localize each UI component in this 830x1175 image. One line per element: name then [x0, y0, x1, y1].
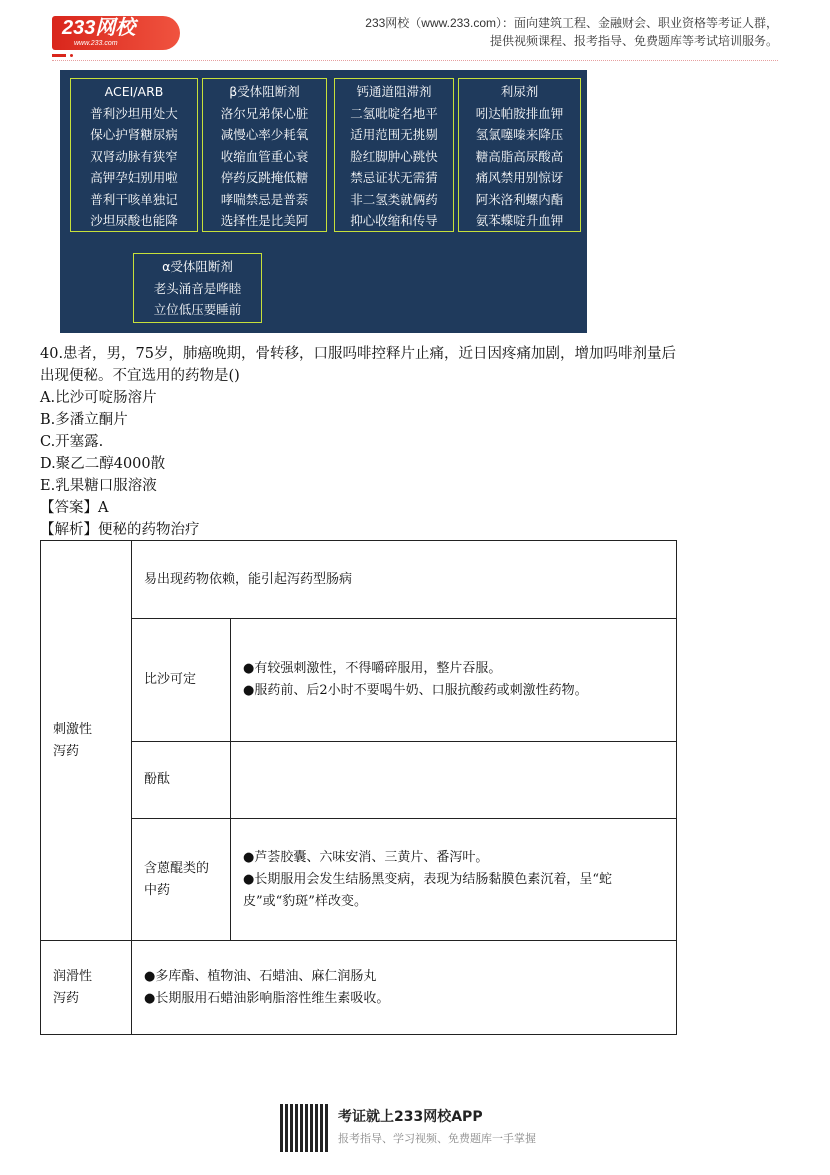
card-line: 吲达帕胺排血钾: [475, 105, 564, 121]
card-line: 非二氢类就俩药: [350, 191, 438, 207]
detail-cell: [231, 819, 677, 941]
category-cell: [41, 541, 132, 941]
drug-label: 含蒽醌类的中药: [144, 860, 210, 898]
drug-cell: 比沙可定: [132, 619, 231, 742]
question-stem: 40.患者，男，75岁，肺癌晚期，骨转移，口服吗啡控释片止痛，近日因疼痛加剧，增加吗啡剂量后: [40, 346, 677, 362]
logo-decoration: [52, 54, 66, 57]
category-label: 刺激性泻药: [53, 721, 93, 759]
category-cell: [41, 941, 132, 1035]
card-line: 立位低压要睡前: [153, 302, 242, 317]
card-title: ACEI/ARB: [104, 84, 164, 99]
card-line: 减慢心率少耗氧: [220, 127, 309, 142]
card-ccb: [334, 78, 454, 232]
card-line: 双肾动脉有狭窄: [90, 148, 178, 164]
option-a: A.比沙可啶肠溶片: [40, 390, 157, 406]
detail-line: ●多库酯、植物油、石蜡油、麻仁润肠丸: [144, 968, 377, 984]
card-line: 普利干咳单独记: [90, 191, 178, 207]
card-line: 普利沙坦用处大: [90, 105, 178, 121]
qr-code-icon: [280, 1104, 328, 1152]
detail-cell: [132, 941, 677, 1035]
card-line: 哮喘禁忌是普萘: [220, 191, 309, 207]
card-beta: [202, 78, 327, 232]
note-cell: 易出现药物依赖，能引起泻药型肠病: [132, 541, 677, 619]
category-label: 润滑性泻药: [53, 968, 93, 1006]
logo-text: 233网校: [62, 17, 136, 39]
card-line: 停药反跳掩低糖: [220, 170, 309, 185]
header-slogan: [365, 14, 778, 50]
card-acei: [70, 78, 198, 232]
footer-subtitle: 报考指导、学习视频、免费题库一手掌握: [338, 1132, 536, 1145]
option-c: C.开塞露.: [40, 434, 104, 450]
card-line: 保心护肾糖尿病: [90, 127, 178, 142]
option-d: D.聚乙二醇4000散: [40, 456, 166, 472]
card-line: 沙坦尿酸也能降: [90, 213, 178, 228]
table-row: [41, 742, 677, 819]
laxative-table: [40, 540, 677, 1035]
card-line: 氨苯蝶啶升血钾: [475, 213, 564, 228]
card-title: α受体阻断剂: [162, 259, 233, 274]
card-line: 老头涌音是哗睦: [153, 280, 242, 296]
option-e: E.乳果糖口服溶液: [40, 478, 157, 494]
card-line: 痛风禁用别惊讶: [475, 170, 564, 185]
card-alpha: [133, 253, 262, 323]
card-title: 钙通道阻滞剂: [356, 84, 432, 99]
analysis: 【解析】便秘的药物治疗: [40, 522, 200, 538]
card-line: 脸红脚肿心跳快: [350, 148, 438, 164]
answer: 【答案】A: [40, 500, 109, 516]
table-row: [41, 819, 677, 941]
header-line: 233网校（www.233.com）：面向建筑工程、金融财会、职业资格等考证人群，: [365, 16, 778, 30]
card-line: 氢氯噻嗪来降压: [475, 127, 564, 142]
header-line: 提供视频课程、报考指导、免费题库等考试培训服务。: [489, 34, 778, 48]
mnemonic-panel: [60, 70, 587, 333]
detail-line: ●芦荟胶囊、六味安消、三黄片、番泻叶。: [243, 849, 489, 865]
card-title: 利尿剂: [500, 84, 539, 99]
card-line: 糖高脂高尿酸高: [475, 148, 564, 164]
card-diuretic: [458, 78, 581, 232]
detail-line: ●长期服用石蜡油影响脂溶性维生素吸收。: [144, 990, 390, 1006]
logo-decoration-dot: [70, 54, 73, 57]
question-stem: 出现便秘。不宜选用的药物是(): [40, 368, 240, 384]
drug-cell: 酚酞: [132, 742, 231, 819]
detail-line: ●长期服用会发生结肠黑变病，表现为结肠黏膜色素沉着，呈“蛇皮”或“豹斑”样改变。: [243, 871, 612, 909]
option-b: B.多潘立酮片: [40, 412, 128, 428]
detail-cell: [231, 742, 677, 819]
logo-url: www.233.com: [74, 40, 118, 47]
card-line: 抑心收缩和传导: [350, 213, 438, 228]
card-line: 适用范围无挑剔: [350, 127, 438, 142]
card-line: 禁忌证状无需猜: [350, 170, 438, 185]
card-line: 阿米洛利螺内酯: [475, 191, 564, 207]
card-line: 选择性是比美阿: [220, 213, 309, 228]
header-divider: [52, 60, 778, 61]
drug-cell: [132, 819, 231, 941]
detail-line: ●服药前、后2小时不要喝牛奶、口服抗酸药或刺激性药物。: [243, 683, 588, 698]
logo: [52, 16, 180, 50]
detail-line: ●有较强刺激性，不得嚼碎服用，整片吞服。: [243, 661, 502, 676]
card-line: 收缩血管重心衰: [220, 148, 309, 164]
table-row: [41, 619, 677, 742]
card-line: 二氢吡啶名地平: [350, 105, 438, 121]
card-line: 高钾孕妇别用啦: [90, 170, 178, 185]
table-row: [41, 541, 677, 619]
footer-title: 考证就上233网校APP: [338, 1109, 483, 1125]
detail-cell: [231, 619, 677, 742]
table-row: [41, 941, 677, 1035]
card-line: 洛尔兄弟保心脏: [220, 105, 309, 121]
card-title: β受体阻断剂: [229, 84, 300, 99]
